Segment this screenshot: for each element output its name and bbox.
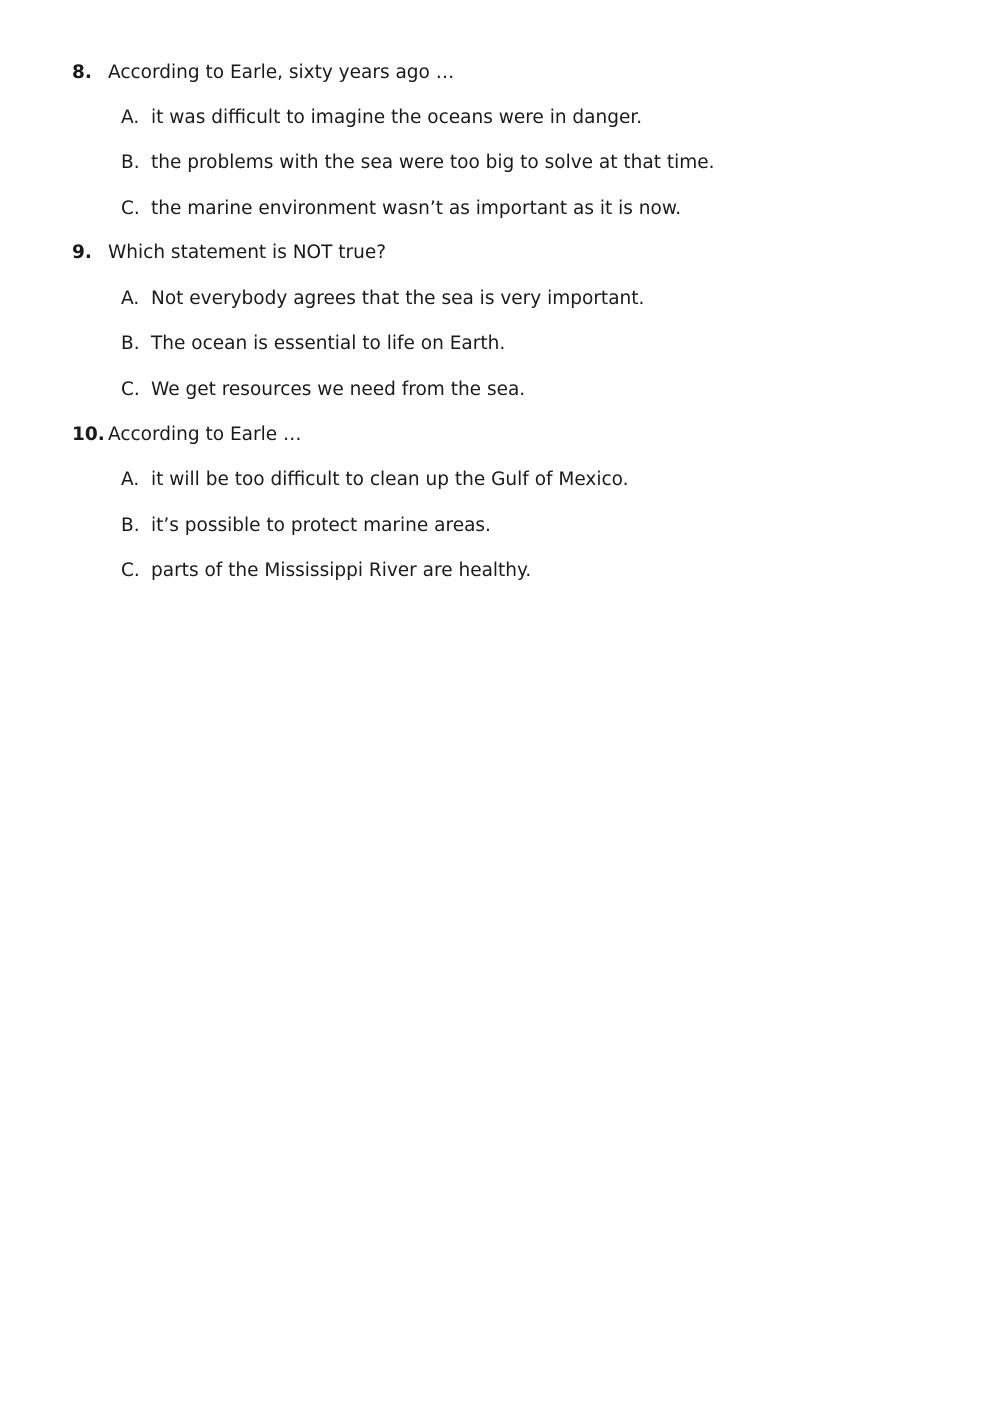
option-text: the problems with the sea were too big to solve at that time. xyxy=(151,152,715,173)
question-8-option-a xyxy=(121,106,642,130)
question-8-option-b xyxy=(121,151,715,175)
question-8-option-c xyxy=(121,197,681,221)
question-10-option-b xyxy=(121,514,491,538)
question-10-option-a xyxy=(121,468,629,492)
question-text: According to Earle, sixty years ago … xyxy=(108,62,455,83)
option-text: We get resources we need from the sea. xyxy=(151,379,526,400)
option-text: the marine environment wasn’t as important as it is now. xyxy=(151,198,682,219)
option-letter: C. xyxy=(121,198,140,219)
option-letter: C. xyxy=(121,379,140,400)
option-text: it will be too difficult to clean up the Gulf of Mexico. xyxy=(151,469,629,490)
option-letter: B. xyxy=(121,333,140,354)
question-8 xyxy=(72,61,454,85)
option-text: it was difficult to imagine the oceans were in danger. xyxy=(151,107,643,128)
question-9 xyxy=(72,241,386,265)
option-letter: B. xyxy=(121,152,140,173)
option-letter: B. xyxy=(121,515,140,536)
question-number: 10. xyxy=(72,424,105,445)
option-text: The ocean is essential to life on Earth. xyxy=(151,333,506,354)
option-letter: C. xyxy=(121,560,140,581)
option-text: it’s possible to protect marine areas. xyxy=(151,515,491,536)
question-text: Which statement is NOT true? xyxy=(108,242,387,263)
question-10-option-c xyxy=(121,559,531,583)
question-9-option-a xyxy=(121,287,644,311)
question-text: According to Earle … xyxy=(108,424,302,445)
question-number: 8. xyxy=(72,62,92,83)
question-9-option-c xyxy=(121,378,525,402)
option-text: Not everybody agrees that the sea is very important. xyxy=(151,288,645,309)
question-number: 9. xyxy=(72,242,92,263)
option-letter: A. xyxy=(121,288,140,309)
option-text: parts of the Mississippi River are healthy. xyxy=(151,560,532,581)
question-9-option-b xyxy=(121,332,505,356)
option-letter: A. xyxy=(121,469,140,490)
question-10 xyxy=(72,423,302,447)
option-letter: A. xyxy=(121,107,140,128)
